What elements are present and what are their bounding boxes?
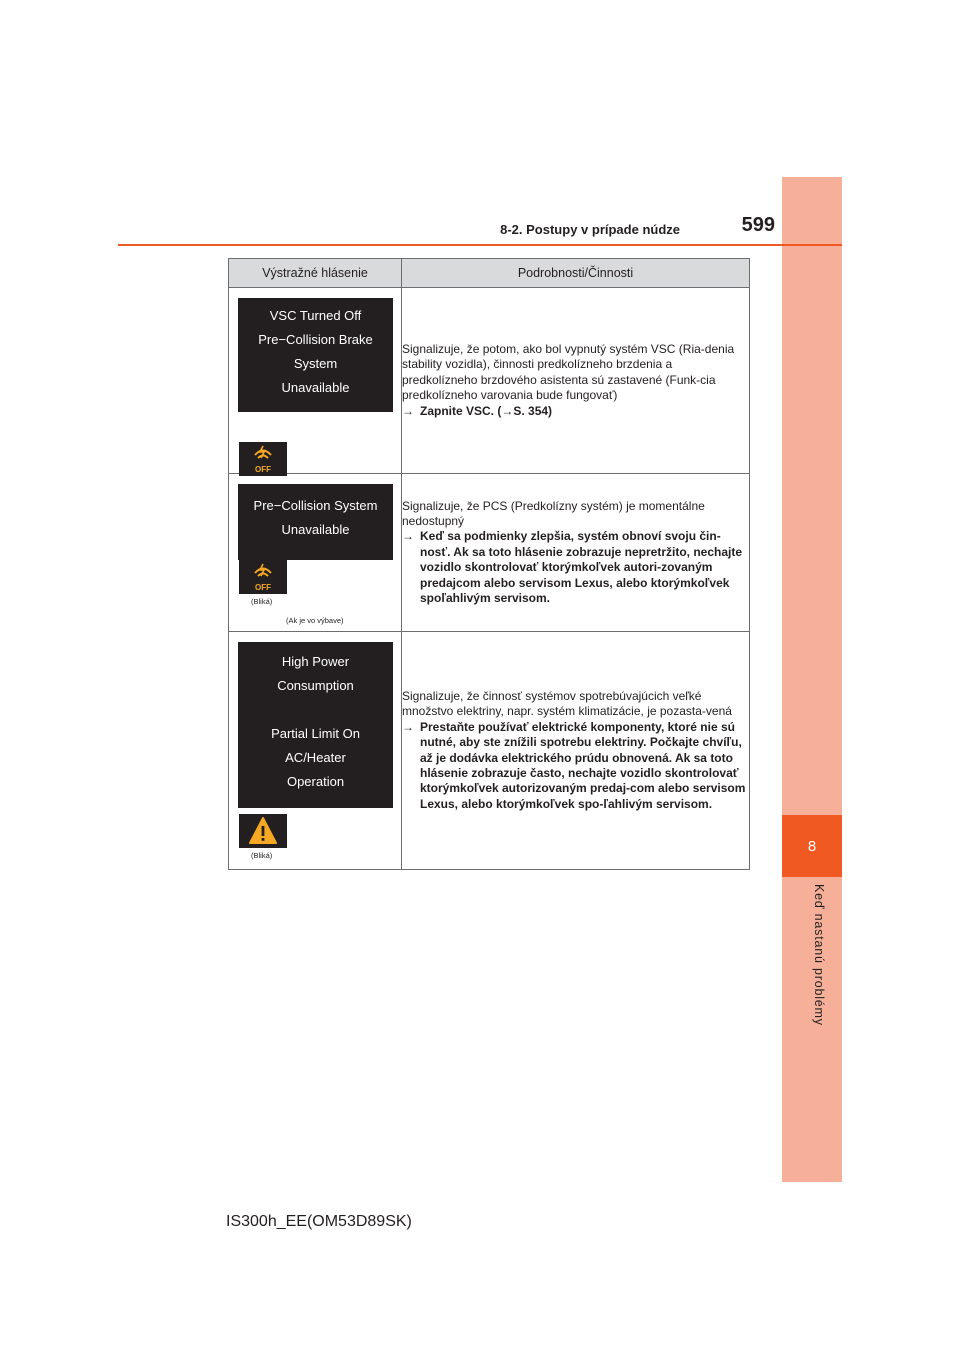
message-details-cell <box>402 632 750 870</box>
blink-note: (Bliká) <box>251 597 273 606</box>
action-text: → Zapnite VSC. (→S. 354) <box>402 403 553 418</box>
screen-line: Unavailable <box>281 380 350 395</box>
column-header-message: Výstražné hlásenie <box>229 259 402 288</box>
header-rule <box>118 244 842 246</box>
display-screen <box>238 484 393 560</box>
display-screen <box>238 298 393 412</box>
arrow-icon: → <box>402 719 414 734</box>
message-details-cell <box>402 288 750 474</box>
page-reference-link[interactable]: S. 354) <box>513 403 553 418</box>
section-title: 8-2. Postupy v prípade núdze <box>500 222 680 237</box>
table-header-row <box>229 259 750 288</box>
description-text: Signalizuje, že činnosť systémov spotrebúvajúcich veľké množstvo elektriny, napr. systém klimatizácie, je pozasta-vená <box>402 688 732 719</box>
svg-text:OFF: OFF <box>255 583 271 592</box>
warning-message-table <box>228 258 750 870</box>
chapter-title: Keď nastanú problémy <box>812 884 826 1026</box>
screen-line: Pre−Collision System <box>253 498 378 513</box>
arrow-icon: → <box>402 529 414 544</box>
arrow-icon: → <box>501 403 514 418</box>
screen-line: VSC Turned Off <box>269 308 362 323</box>
table-row <box>229 632 750 870</box>
warning-triangle-icon <box>239 814 287 848</box>
action-text: → Keď sa podmienky zlepšia, systém obnoví svoju čin-nosť. Ak sa toto hlásenie zobrazuje nepretržito, nechajte vozidlo skontrolovať ktorýmkoľvek autori-zovaným predajcom alebo servisom Lexus, alebo ktorýmkoľvek spoľahlivým servisom. <box>402 529 743 606</box>
table-row <box>229 474 750 632</box>
column-header-details: Podrobnosti/Činnosti <box>402 259 750 288</box>
pcs-off-icon <box>239 560 287 594</box>
screen-line: Partial Limit On <box>271 726 360 741</box>
pcs-off-icon <box>239 442 287 476</box>
action-text: → Prestaňte používať elektrické komponenty, ktoré nie sú nutné, aby ste znížili spotrebu elektriny. Počkajte chvíľu, až je dodávka elektrického prúdu obnovená. Ak sa toto hlásenie zobrazuje často, nechajte vozidlo skontrolovať ktorýmkoľvek autorizovaným predaj-com alebo servisom Lexus, alebo ktorýmkoľvek spo-ľahlivým servisom. <box>402 719 746 811</box>
page-number: 599 <box>741 214 775 236</box>
table-row <box>229 288 750 474</box>
message-image-cell <box>229 288 402 474</box>
svg-text:OFF: OFF <box>255 465 271 474</box>
chapter-number-tab <box>782 815 842 877</box>
document-code: IS300h_EE(OM53D89SK) <box>226 1213 412 1230</box>
arrow-icon: → <box>402 403 414 418</box>
screen-line: AC/Heater <box>285 750 346 765</box>
screen-line: High Power <box>281 654 350 669</box>
description-text: Signalizuje, že PCS (Predkolízny systém) je momentálne nedostupný <box>402 498 705 528</box>
display-screen <box>238 642 393 808</box>
screen-line: System <box>293 356 338 371</box>
screen-line: Consumption <box>277 678 354 693</box>
description-text: Signalizuje, že potom, ako bol vypnutý systém VSC (Ria-denia stability vozidla), činnosti predkolízneho brzdenia a predkolízneho brzdového asistenta sú zastavené (Funk-cia predkolízneho varovania bude fungovať) <box>402 341 735 403</box>
chapter-number: 8 <box>807 837 817 855</box>
message-image-cell <box>229 632 402 870</box>
equipment-note: (Ak je vo výbave) <box>286 616 344 625</box>
message-image-cell <box>229 474 402 632</box>
screen-line <box>238 698 393 722</box>
blink-note: (Bliká) <box>251 851 273 860</box>
screen-line: Operation <box>286 774 345 789</box>
screen-line: Pre−Collision Brake <box>258 332 373 347</box>
message-details-cell <box>402 474 750 632</box>
screen-line: Unavailable <box>281 522 350 537</box>
